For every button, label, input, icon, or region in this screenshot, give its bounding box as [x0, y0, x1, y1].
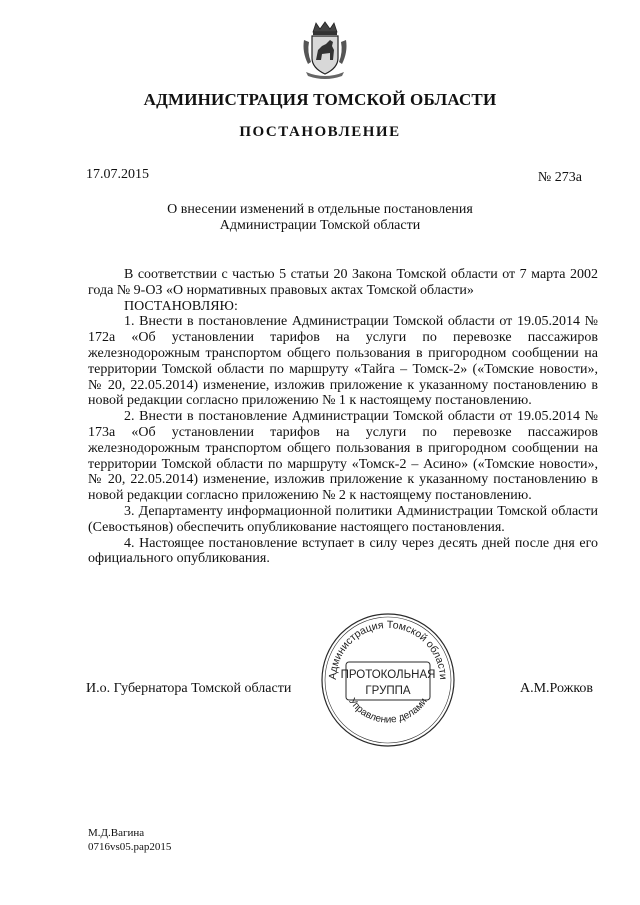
item-4-paragraph: 4. Настоящее постановление вступает в силу через десять дней после дня его официального опубликования. — [88, 535, 598, 567]
stamp-outer-text: Администрация Томской области — [326, 618, 450, 681]
document-body — [88, 267, 598, 567]
coat-of-arms-emblem — [300, 20, 350, 80]
stamp-inner-line-1: ПРОТОКОЛЬНАЯ — [340, 669, 436, 681]
subject-line-1: О внесении изменений в отдельные постановления — [167, 202, 473, 217]
document-subject — [0, 202, 640, 234]
preamble-paragraph: В соответствии с частью 5 статьи 20 Закона Томской области от 7 марта 2002 года № 9-ОЗ «О нормативных правовых актах Томской области» — [88, 267, 598, 298]
item-3-paragraph: 3. Департаменту информационной политики Администрации Томской области (Севостьянов) обеспечить опубликование настоящего постановления. — [88, 503, 598, 535]
author-name: М.Д.Вагина — [88, 827, 145, 839]
stamp-bottom-text: Управление делами — [346, 696, 430, 726]
subject-line-2: Администрации Томской области — [219, 218, 421, 233]
document-date: 17.07.2015 — [86, 167, 149, 182]
resolve-heading: ПОСТАНОВЛЯЮ: — [124, 298, 238, 314]
author-file-reference: 0716vs05.pap2015 — [88, 841, 172, 853]
organization-title: АДМИНИСТРАЦИЯ ТОМСКОЙ ОБЛАСТИ — [143, 90, 497, 109]
signer-name: А.М.Рожков — [520, 681, 594, 696]
document-number: № 273а — [537, 170, 582, 185]
signer-title: И.о. Губернатора Томской области — [86, 681, 292, 696]
item-1-paragraph: 1. Внести в постановление Администрации Томской области от 19.05.2014 № 172а «Об установлении тарифов на услуги по перевозке пассажиров железнодорожным транспортом общего пользования в пригородном сообщении на территории Томской области по маршруту «Тайга – Томск-2» («Томские новости», № 20, 22.05.2014) изменение, изложив приложение к указанному постановлению в новой редакции согласно приложению № 1 к настоящему постановлению. — [88, 314, 598, 409]
official-stamp — [318, 610, 458, 750]
author-footer — [88, 826, 171, 854]
stamp-inner-line-2: ГРУППА — [365, 685, 411, 697]
document-type-title: ПОСТАНОВЛЕНИЕ — [239, 124, 401, 140]
item-2-paragraph: 2. Внести в постановление Администрации Томской области от 19.05.2014 № 173а «Об установлении тарифов на услуги по перевозке пассажиров железнодорожным транспортом общего пользования в пригородном сообщении на территории Томской области по маршруту «Томск-2 – Асино» («Томские новости», № 20, 22.05.2014) изменение, изложив приложение к указанному постановлению в новой редакции согласно приложению № 2 к настоящему постановлению. — [88, 409, 598, 504]
